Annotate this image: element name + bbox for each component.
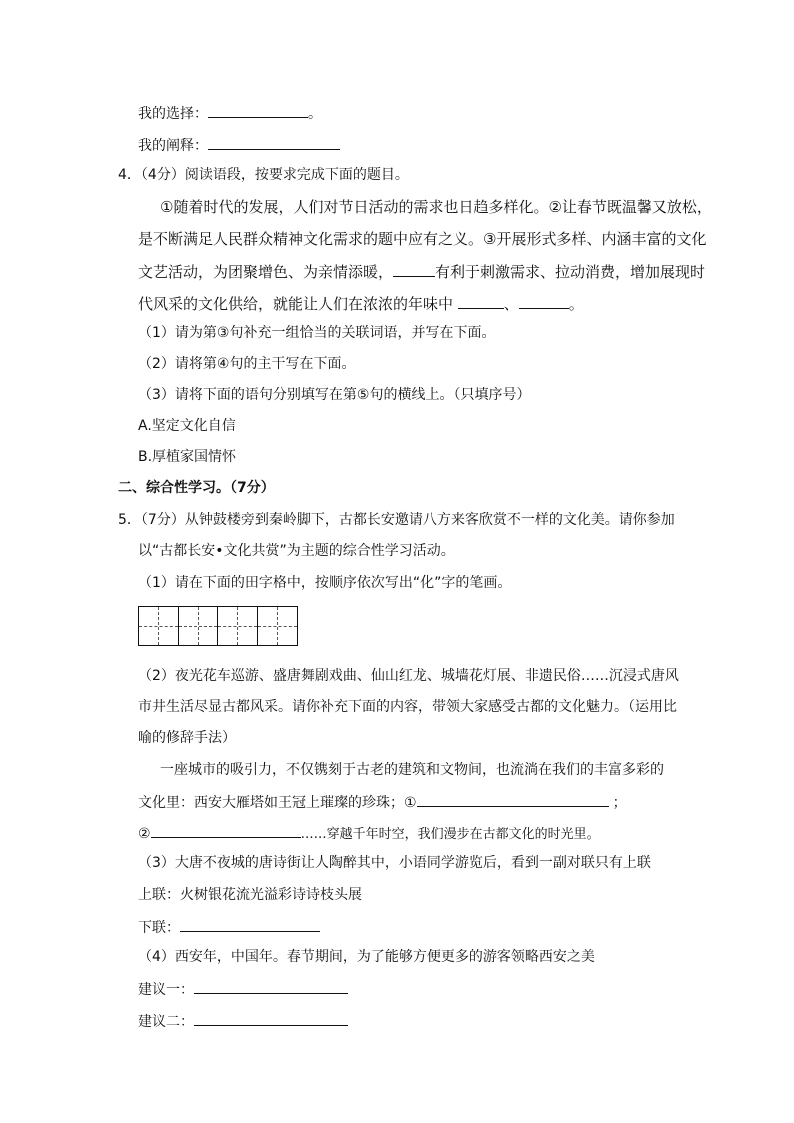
- q4-passage-line-2: 是不断满足人民群众精神文化需求的题中应有之义。③开展形式多样、内涵丰富的文化: [138, 230, 707, 248]
- section-heading: 二、综合性学习。（7分）: [118, 480, 275, 496]
- lower-label: 下联：: [138, 920, 180, 936]
- passage-text: 文艺活动，为团聚增色、为亲情添暖，: [138, 263, 394, 281]
- q4-passage-line-4: [138, 293, 584, 314]
- q4-title: 4．（4分）阅读语段，按要求完成下面的题目。: [118, 167, 409, 183]
- grid-cell[interactable]: [258, 607, 297, 645]
- q4-passage-line-3: [138, 261, 705, 282]
- q4-sub1: （1）请为第③句补充一组恰当的关联词语，并写在下面。: [138, 325, 496, 341]
- advice-2-blank[interactable]: [194, 1010, 348, 1026]
- option-a: A.坚定文化自信: [138, 418, 236, 434]
- advice-1-line: [138, 978, 348, 1000]
- q5-sub1: （1）请在下面的田字格中，按顺序依次写出“化”字的笔画。: [138, 575, 512, 591]
- advice-1-blank[interactable]: [194, 978, 348, 994]
- advice-label: 建议二：: [138, 1014, 194, 1030]
- grid-cell[interactable]: [139, 607, 179, 645]
- passage-text: 代风采的文化供给，就能让人们在浓浓的年味中: [138, 295, 458, 313]
- q5-para-line-3: [138, 822, 600, 845]
- lower-couplet-line: [138, 916, 320, 938]
- conjunction-blank[interactable]: [393, 261, 435, 277]
- q5-intro-1: 5．（7分）从钟鼓楼旁到秦岭脚下，古都长安邀请八方来客欣赏不一样的文化美。请你参加: [118, 512, 675, 528]
- q5-para-line-2: [138, 791, 627, 813]
- q5-sub4: （4）西安年，中国年。春节期间，为了能够方便更多的游客领略西安之美: [138, 949, 595, 965]
- fill-blank-1[interactable]: [458, 293, 504, 309]
- explain-blank[interactable]: [208, 134, 340, 150]
- para-text: ……穿越千年时空，我们漫步在古都文化的时光里。: [300, 827, 600, 842]
- advice-2-line: [138, 1010, 348, 1032]
- para-text: ；: [612, 795, 627, 811]
- passage-text: 有利于刺激需求、拉动消费，增加展现时: [435, 263, 706, 281]
- q4-sub3: （3）请将下面的语句分别填写在第⑤句的横线上。（只填序号）: [138, 387, 531, 403]
- choice-label: 我的选择：: [138, 106, 208, 122]
- choice-blank[interactable]: [208, 102, 308, 118]
- tianzige-grid[interactable]: [138, 606, 298, 646]
- grid-cell[interactable]: [179, 607, 219, 645]
- passage-text: 、: [503, 295, 519, 313]
- q5-para-line-1: 一座城市的吸引力，不仅镌刻于古老的建筑和文物间，也流淌在我们的丰富多彩的: [160, 762, 664, 778]
- lower-couplet-blank[interactable]: [180, 916, 320, 932]
- q4-passage-line-1: ①随着时代的发展，人们对节日活动的需求也日趋多样化。②让春节既温馨又放松，: [160, 198, 712, 216]
- q5-sub3: （3）大唐不夜城的唐诗街让人陶醉其中，小语同学游览后，看到一副对联只有上联: [138, 855, 651, 871]
- fill-blank-2[interactable]: [519, 293, 569, 309]
- choice-end: 。: [308, 106, 322, 122]
- upper-couplet: 上联：火树银花流光溢彩诗诗枝头展: [138, 887, 362, 903]
- option-b: B.厚植家国情怀: [138, 449, 237, 465]
- para-text: 文化里：西安大雁塔如王冠上璀璨的珍珠；①: [138, 795, 417, 811]
- q5-intro-2: 以“古都长安•文化共赏”为主题的综合性学习活动。: [138, 543, 455, 559]
- q4-sub2: （2）请将第④句的主干写在下面。: [138, 356, 356, 372]
- choice-line: [138, 102, 322, 124]
- explain-line: [138, 134, 340, 156]
- explain-label: 我的阐释：: [138, 138, 208, 154]
- passage-text: 。: [568, 295, 584, 313]
- grid-cell[interactable]: [218, 607, 258, 645]
- metaphor-blank-1[interactable]: [417, 791, 609, 807]
- advice-label: 建议一：: [138, 982, 194, 998]
- q5-sub2-line-3: 喻的修辞手法）: [138, 730, 236, 746]
- q5-sub2-line-2: 市井生活尽显古都风采。请你补充下面的内容，带领大家感受古都的文化魅力。（运用比: [138, 699, 677, 715]
- para-text: ②: [138, 826, 151, 842]
- q5-sub2-line-1: （2）夜光花车巡游、盛唐舞剧戏曲、仙山红龙、城墙花灯展、非遗民俗……沉浸式唐风: [138, 668, 679, 684]
- metaphor-blank-2[interactable]: [151, 822, 301, 838]
